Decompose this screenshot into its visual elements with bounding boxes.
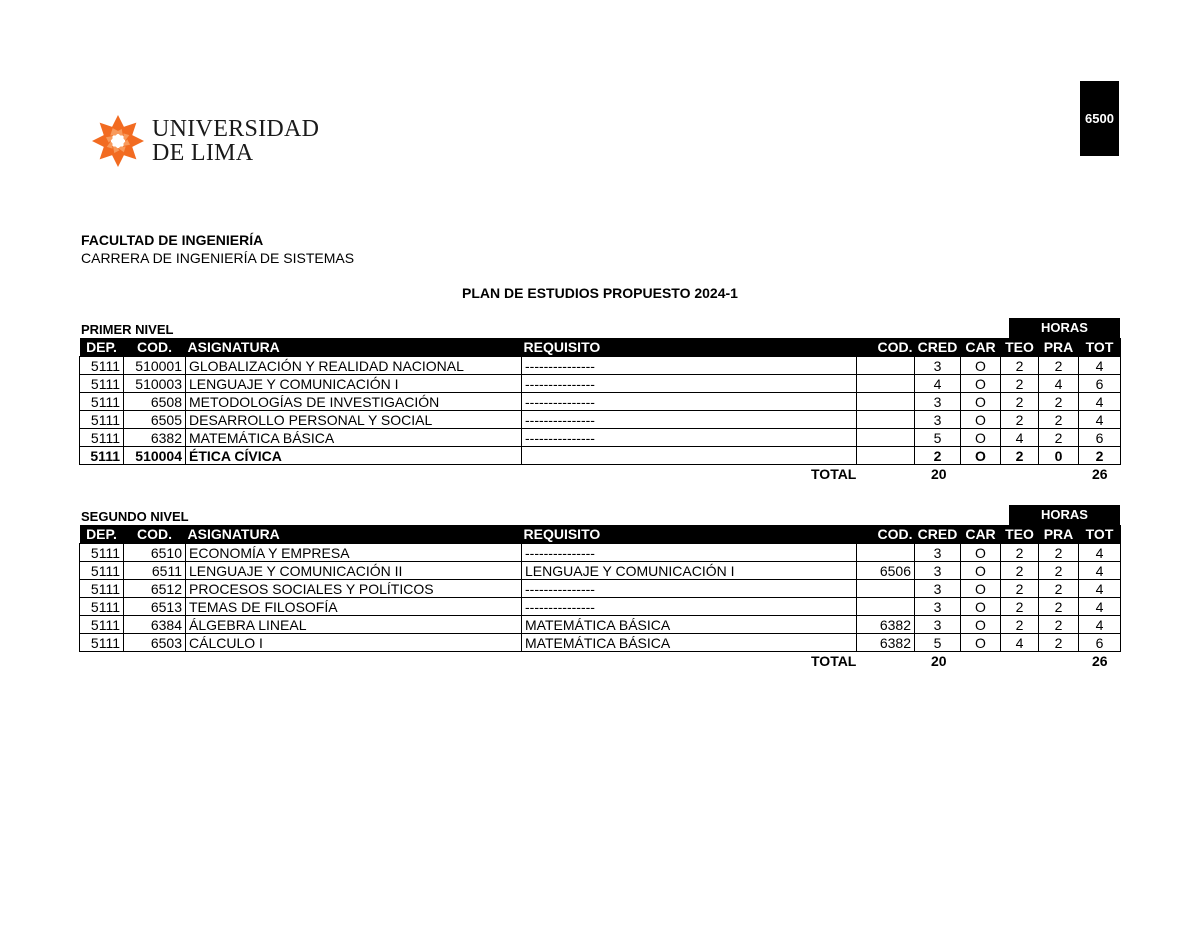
- cell-asignatura: LENGUAJE Y COMUNICACIÓN II: [186, 562, 522, 580]
- cell-cod: 6513: [124, 598, 186, 616]
- courses-table: [79, 338, 1121, 465]
- career-name: CARRERA DE INGENIERÍA DE SISTEMAS: [81, 250, 355, 266]
- cell-asignatura: GLOBALIZACIÓN Y REALIDAD NACIONAL: [186, 357, 522, 375]
- level-header: [79, 318, 1120, 338]
- level-name: SEGUNDO NIVEL: [81, 509, 189, 524]
- level-header: [79, 505, 1120, 525]
- cell-req-cod: [857, 544, 915, 562]
- cell-cred: 3: [915, 393, 961, 411]
- column-header-cod: COD.: [124, 525, 186, 544]
- cell-dep: 5111: [80, 634, 124, 652]
- cell-dep: 5111: [80, 598, 124, 616]
- cell-teo: 2: [1001, 562, 1039, 580]
- faculty-name: FACULTAD DE INGENIERÍA: [81, 232, 264, 248]
- cell-requisito: ---------------: [522, 411, 857, 429]
- table-row: [80, 375, 1121, 393]
- star-logo-icon: [90, 113, 146, 169]
- cell-pra: 2: [1039, 411, 1079, 429]
- cell-dep: 5111: [80, 544, 124, 562]
- column-header-requisito: REQUISITO: [522, 525, 857, 544]
- cell-dep: 5111: [80, 429, 124, 447]
- cell-cred: 3: [915, 544, 961, 562]
- cell-pra: 2: [1039, 580, 1079, 598]
- cell-teo: 2: [1001, 616, 1039, 634]
- cell-tot: 6: [1079, 375, 1121, 393]
- cell-tot: 4: [1079, 598, 1121, 616]
- cell-cred: 3: [915, 616, 961, 634]
- cell-requisito: ---------------: [522, 429, 857, 447]
- cell-car: O: [961, 562, 1001, 580]
- cell-req-cod: [857, 598, 915, 616]
- cell-pra: 2: [1039, 393, 1079, 411]
- cell-tot: 4: [1079, 544, 1121, 562]
- plan-title: PLAN DE ESTUDIOS PROPUESTO 2024-1: [462, 285, 738, 301]
- cell-teo: 2: [1001, 393, 1039, 411]
- cell-asignatura: DESARROLLO PERSONAL Y SOCIAL: [186, 411, 522, 429]
- cell-cred: 5: [915, 634, 961, 652]
- cell-tot: 2: [1079, 447, 1121, 465]
- column-header-asignatura: ASIGNATURA: [186, 525, 522, 544]
- cell-requisito: ---------------: [522, 375, 857, 393]
- total-credits: 20: [931, 466, 947, 482]
- cell-car: O: [961, 447, 1001, 465]
- cell-cod: 6384: [124, 616, 186, 634]
- cell-car: O: [961, 598, 1001, 616]
- cell-cred: 2: [915, 447, 961, 465]
- cell-dep: 5111: [80, 447, 124, 465]
- table-header-row: [80, 525, 1121, 544]
- university-name: [152, 117, 319, 165]
- cell-requisito: ---------------: [522, 357, 857, 375]
- column-header-dep: DEP.: [80, 525, 124, 544]
- cell-car: O: [961, 429, 1001, 447]
- cell-asignatura: TEMAS DE FILOSOFÍA: [186, 598, 522, 616]
- column-header-requisito: REQUISITO: [522, 338, 857, 357]
- cell-teo: 4: [1001, 429, 1039, 447]
- column-header-tot: TOT: [1079, 525, 1121, 544]
- cell-cred: 3: [915, 411, 961, 429]
- cell-pra: 2: [1039, 598, 1079, 616]
- cell-req-cod: 6382: [857, 616, 915, 634]
- cell-cod: 510003: [124, 375, 186, 393]
- cell-requisito: ---------------: [522, 544, 857, 562]
- table-row: [80, 357, 1121, 375]
- cell-cod: 6505: [124, 411, 186, 429]
- cell-cred: 5: [915, 429, 961, 447]
- cell-teo: 2: [1001, 580, 1039, 598]
- hours-header: HORAS: [1009, 318, 1120, 338]
- cell-tot: 4: [1079, 616, 1121, 634]
- column-header-pra: PRA: [1039, 525, 1079, 544]
- column-header-asignatura: ASIGNATURA: [186, 338, 522, 357]
- cell-tot: 4: [1079, 411, 1121, 429]
- cell-cod: 6382: [124, 429, 186, 447]
- total-hours: 26: [1092, 466, 1108, 482]
- total-label: TOTAL: [811, 653, 857, 669]
- cell-tot: 4: [1079, 562, 1121, 580]
- cell-req-cod: [857, 375, 915, 393]
- cell-teo: 2: [1001, 411, 1039, 429]
- cell-pra: 2: [1039, 429, 1079, 447]
- cell-cred: 3: [915, 580, 961, 598]
- column-header-req-cod: COD.: [857, 525, 915, 544]
- cell-req-cod: 6382: [857, 634, 915, 652]
- cell-req-cod: [857, 580, 915, 598]
- table-row: [80, 429, 1121, 447]
- column-header-teo: TEO: [1001, 525, 1039, 544]
- cell-requisito: [522, 447, 857, 465]
- level-name: PRIMER NIVEL: [81, 322, 174, 337]
- total-hours: 26: [1092, 653, 1108, 669]
- cell-req-cod: [857, 393, 915, 411]
- column-header-tot: TOT: [1079, 338, 1121, 357]
- cell-asignatura: MATEMÁTICA BÁSICA: [186, 429, 522, 447]
- cell-dep: 5111: [80, 357, 124, 375]
- cell-pra: 2: [1039, 634, 1079, 652]
- cell-asignatura: METODOLOGÍAS DE INVESTIGACIÓN: [186, 393, 522, 411]
- cell-pra: 2: [1039, 616, 1079, 634]
- cell-req-cod: [857, 411, 915, 429]
- cell-pra: 0: [1039, 447, 1079, 465]
- cell-cred: 3: [915, 357, 961, 375]
- cell-asignatura: ÉTICA CÍVICA: [186, 447, 522, 465]
- hours-header: HORAS: [1009, 505, 1120, 525]
- cell-tot: 4: [1079, 393, 1121, 411]
- column-header-car: CAR: [961, 338, 1001, 357]
- table-row: [80, 411, 1121, 429]
- cell-cred: 3: [915, 598, 961, 616]
- cell-tot: 6: [1079, 429, 1121, 447]
- cell-cod: 6510: [124, 544, 186, 562]
- cell-car: O: [961, 411, 1001, 429]
- cell-cred: 4: [915, 375, 961, 393]
- column-header-cred: CRED: [915, 338, 961, 357]
- university-name-line1: UNIVERSIDAD: [152, 116, 320, 142]
- cell-tot: 4: [1079, 357, 1121, 375]
- cell-pra: 4: [1039, 375, 1079, 393]
- courses-table: [79, 525, 1121, 652]
- cell-car: O: [961, 580, 1001, 598]
- cell-cred: 3: [915, 562, 961, 580]
- column-header-req-cod: COD.: [857, 338, 915, 357]
- cell-pra: 2: [1039, 357, 1079, 375]
- cell-car: O: [961, 616, 1001, 634]
- cell-asignatura: ECONOMÍA Y EMPRESA: [186, 544, 522, 562]
- table-row: [80, 544, 1121, 562]
- cell-requisito: ---------------: [522, 580, 857, 598]
- cell-car: O: [961, 393, 1001, 411]
- level-section: [79, 505, 1120, 671]
- cell-teo: 2: [1001, 544, 1039, 562]
- cell-requisito: ---------------: [522, 598, 857, 616]
- table-row: [80, 447, 1121, 465]
- table-header-row: [80, 338, 1121, 357]
- cell-req-cod: [857, 447, 915, 465]
- university-name-line2: DE LIMA: [152, 140, 254, 166]
- cell-teo: 2: [1001, 375, 1039, 393]
- cell-pra: 2: [1039, 562, 1079, 580]
- table-row: [80, 580, 1121, 598]
- total-row: [79, 652, 1120, 671]
- cell-teo: 2: [1001, 598, 1039, 616]
- column-header-pra: PRA: [1039, 338, 1079, 357]
- cell-car: O: [961, 375, 1001, 393]
- total-label: TOTAL: [811, 466, 857, 482]
- table-row: [80, 616, 1121, 634]
- cell-cod: 510004: [124, 447, 186, 465]
- table-row: [80, 598, 1121, 616]
- cell-requisito: LENGUAJE Y COMUNICACIÓN I: [522, 562, 857, 580]
- level-section: [79, 318, 1120, 484]
- cell-teo: 2: [1001, 447, 1039, 465]
- cell-dep: 5111: [80, 393, 124, 411]
- cell-req-cod: [857, 429, 915, 447]
- cell-dep: 5111: [80, 411, 124, 429]
- university-logo: [90, 113, 330, 169]
- plan-code-badge: 6500: [1080, 81, 1119, 156]
- cell-pra: 2: [1039, 544, 1079, 562]
- table-row: [80, 634, 1121, 652]
- cell-asignatura: ÁLGEBRA LINEAL: [186, 616, 522, 634]
- cell-dep: 5111: [80, 562, 124, 580]
- cell-requisito: MATEMÁTICA BÁSICA: [522, 634, 857, 652]
- cell-asignatura: LENGUAJE Y COMUNICACIÓN I: [186, 375, 522, 393]
- cell-cod: 6511: [124, 562, 186, 580]
- column-header-teo: TEO: [1001, 338, 1039, 357]
- column-header-cod: COD.: [124, 338, 186, 357]
- cell-cod: 6512: [124, 580, 186, 598]
- cell-asignatura: PROCESOS SOCIALES Y POLÍTICOS: [186, 580, 522, 598]
- cell-tot: 6: [1079, 634, 1121, 652]
- cell-dep: 5111: [80, 375, 124, 393]
- table-row: [80, 562, 1121, 580]
- cell-teo: 4: [1001, 634, 1039, 652]
- total-row: [79, 465, 1120, 484]
- cell-car: O: [961, 634, 1001, 652]
- cell-tot: 4: [1079, 580, 1121, 598]
- cell-dep: 5111: [80, 616, 124, 634]
- column-header-dep: DEP.: [80, 338, 124, 357]
- cell-car: O: [961, 544, 1001, 562]
- cell-asignatura: CÁLCULO I: [186, 634, 522, 652]
- cell-cod: 510001: [124, 357, 186, 375]
- cell-req-cod: [857, 357, 915, 375]
- cell-dep: 5111: [80, 580, 124, 598]
- total-credits: 20: [931, 653, 947, 669]
- column-header-car: CAR: [961, 525, 1001, 544]
- column-header-cred: CRED: [915, 525, 961, 544]
- cell-cod: 6508: [124, 393, 186, 411]
- cell-teo: 2: [1001, 357, 1039, 375]
- cell-requisito: MATEMÁTICA BÁSICA: [522, 616, 857, 634]
- cell-req-cod: 6506: [857, 562, 915, 580]
- table-row: [80, 393, 1121, 411]
- cell-car: O: [961, 357, 1001, 375]
- cell-requisito: ---------------: [522, 393, 857, 411]
- cell-cod: 6503: [124, 634, 186, 652]
